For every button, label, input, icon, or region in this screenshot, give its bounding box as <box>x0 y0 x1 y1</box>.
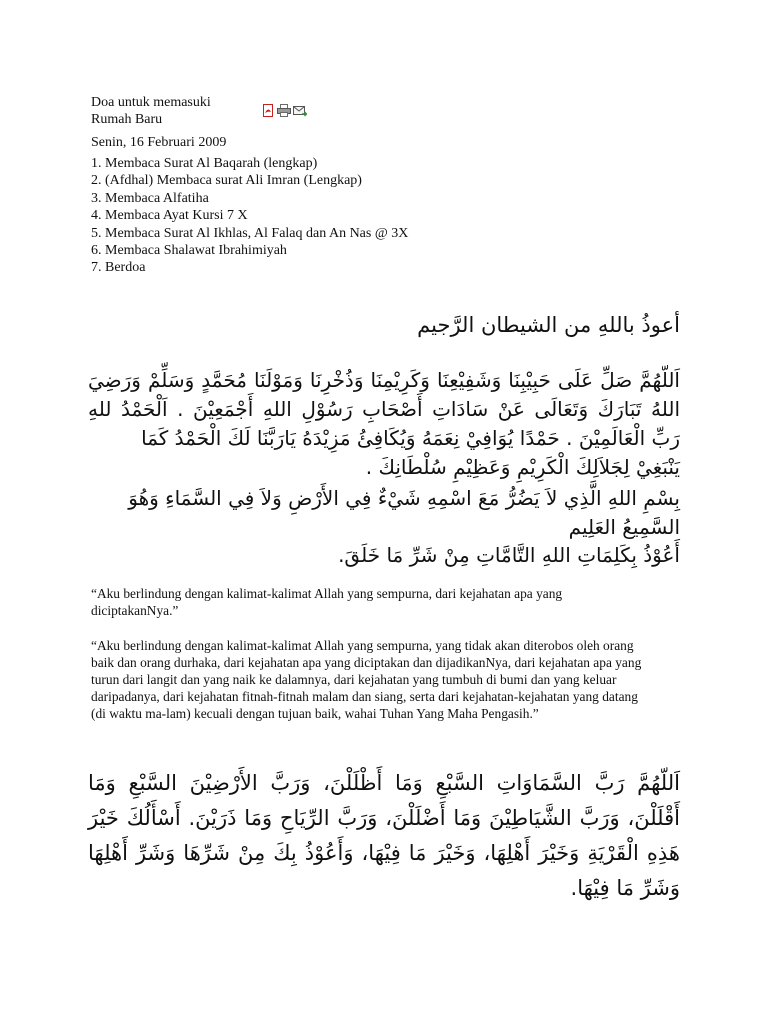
action-icons <box>262 104 307 117</box>
closing-prayer: اَللّهُمَّ رَبَّ السَّمَاوَاتِ السَّبْعِ وَمَا أَظْلَلْنَ، وَرَبَّ الأَرْضِيْنَ السَّبْعِ وَمَا أَقْلَلْنَ، وَرَبَّ الشَّيَاطِيْنَ وَمَا أَضْلَلْنَ، وَرَبَّ الرِّيَاحِ وَمَا ذَرَيْنَ. أَسْأَلُكَ خَيْرَ هَذِهِ الْقَرْيَةِ وَخَيْرَ أَهْلِهَا، وَخَيْرَ مَا فِيْهَا، وَأَعُوْذُ بِكَ مِنْ شَرِّهَا وَشَرِّ أَهْلِهَا وَشَرِّ مَا فِيْهَا. <box>88 771 680 900</box>
print-icon[interactable] <box>277 104 291 117</box>
steps-list <box>91 155 408 277</box>
audzu-prayer: أَعُوْذُ بِكَلِمَاتِ اللهِ التَّامَّاتِ مِنْ شَرِّ مَا خَلَقَ. <box>338 543 680 567</box>
list-item: 3. Membaca Alfatiha <box>91 190 209 206</box>
opening-prayer <box>88 366 680 482</box>
list-item: 6. Membaca Shalawat Ibrahimiyah <box>91 243 287 259</box>
list-item: 7. Berdoa <box>91 260 146 276</box>
pdf-icon[interactable] <box>262 104 275 117</box>
document-title <box>91 94 211 128</box>
bismillah-prayer: بِسْمِ اللهِ الَّذِي لاَ يَضُرُّ مَعَ اسْمِهِ شَيْءٌ فِي الأَرْضِ وَلاَ فِي السَّمَاءِ وَهُوَ السَّمِيعُ العَلِيم <box>128 486 680 539</box>
email-icon[interactable] <box>293 104 307 117</box>
title-line-2: Rumah Baru <box>91 112 163 127</box>
title-line-1: Doa untuk memasuki <box>91 95 211 110</box>
opening-prayer-tail: يَنْبَغِيْ لِجَلاَلِكَ الْكَرِيْمِ وَعَظِيْمِ سُلْطَانِكَ . <box>365 455 680 479</box>
opening-prayer-body: اَللّهُمَّ صَلِّ عَلَى حَبِيْبِنَا وَشَفِيْعِنَا وَكَرِيْمِنَا وَذُخْرِنَا وَمَوْلَنَا مُحَمَّدٍ وَسَلِّمْ وَرَضِيَ اللهُ تَبَارَكَ وَتَعَالَى عَنْ سَادَاتِ أَصْحَابِ رَسُوْلِ اللهِ أَجْمَعِيْنَ . اَلْحَمْدُ للهِ رَبِّ الْعَالَمِيْنَ . حَمْدًا يُوَافِيْ نِعَمَهُ وَيُكَافِئُ مَزِيْدَهُ يَارَبَّنَا لَكَ الْحَمْدُ كَمَا <box>88 368 680 450</box>
post-date: Senin, 16 Februari 2009 <box>91 135 227 150</box>
translation-paragraph-1: “Aku berlindung dengan kalimat-kalimat Allah yang sempurna, dari kejahatan apa yang diciptakanNya.” <box>91 586 563 618</box>
list-item: 5. Membaca Surat Al Ikhlas, Al Falaq dan An Nas @ 3X <box>91 225 409 241</box>
list-item: 1. Membaca Surat Al Baqarah (lengkap) <box>91 156 318 171</box>
taawwudz-text: أعوذُ باللهِ من الشيطان الرَّجيم <box>417 313 680 337</box>
translation-paragraph-2: “Aku berlindung dengan kalimat-kalimat Allah yang sempurna, yang tidak akan diterobos oleh orang baik dan orang durhaka, dari kejahatan apa yang diciptakan dan dijadikanNya, dari kejahatan apa yang turun dari langit dan yang naik ke dalamnya, dari kejahatan yang tumbuh di bumi dan yang keluar daripadanya, dari kejahatan fitnah-fitnah malam dan siang, serta dari kejahatan-kejahatan yang datang (di waktu ma-lam) kecuali dengan tujuan baik, wahai Tuhan Yang Maha Pengasih.” <box>91 638 642 721</box>
list-item: 2. (Afdhal) Membaca surat Ali Imran (Lengkap) <box>91 173 362 189</box>
list-item: 4. Membaca Ayat Kursi 7 X <box>91 208 248 224</box>
